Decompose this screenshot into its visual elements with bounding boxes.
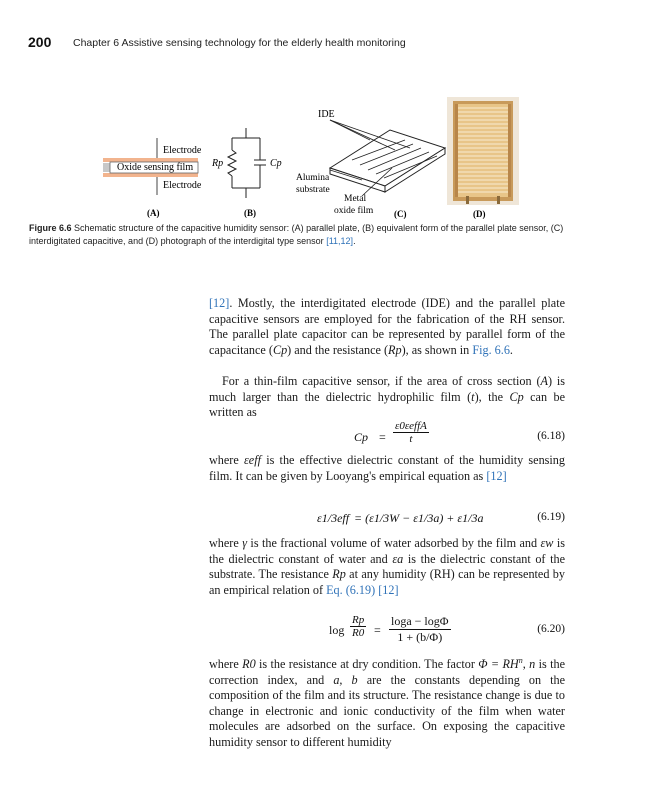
label-rp: Rp: [212, 158, 224, 169]
label-alumina: Alumina: [296, 173, 330, 183]
ref-link[interactable]: [12]: [209, 296, 230, 310]
panel-d-label: (D): [473, 209, 486, 219]
bottom-electrode-plate: [103, 173, 198, 177]
paragraph-3: where εeff is the effective dielectric constant of the humidity sensing film. It can be given by Looyang's empirical equation as [12]: [209, 453, 565, 483]
equation-number: (6.19): [537, 511, 565, 523]
equation-6-20: log $\frac{Rp}{R0}$ = $\frac{\log a - \log\Phi}{1 + (b/\Phi)}$ (6.20): [329, 614, 565, 644]
label-electrode-top: Electrode: [163, 145, 202, 156]
panel-c-interdigitated: [330, 120, 445, 196]
label-oxide-film: Oxide sensing film: [117, 162, 194, 173]
ref-link[interactable]: [12]: [378, 582, 399, 597]
label-cp: Cp: [270, 158, 282, 169]
caption-label: Figure 6.6: [29, 223, 72, 233]
caption-text: Schematic structure of the capacitive humidity sensor: (A) parallel plate, (B) equivalent form of the parallel plate sensor, (C) interdigitated capacitive, and (D) photograph of the interdigital type sensor: [29, 223, 564, 246]
label-ide: IDE: [318, 109, 335, 120]
equation-6-18: Cp = ε0εeffA t (6.18): [354, 420, 565, 445]
equation-number: (6.18): [537, 430, 565, 442]
panel-a-label: (A): [147, 208, 160, 218]
caption-ref-link[interactable]: [11,12]: [326, 236, 354, 246]
figure-link[interactable]: Fig. 6.6: [472, 342, 510, 357]
equation-number: (6.20): [537, 623, 565, 635]
panel-a-parallel-plate: [103, 138, 202, 218]
ref-link[interactable]: [12]: [486, 468, 507, 483]
panel-b-equivalent-circuit: [228, 128, 266, 198]
label-metal: Metal: [344, 194, 367, 204]
label-substrate: substrate: [296, 185, 330, 195]
paragraph-5: where R0 is the resistance at dry condition. The factor $\Phi = RH^n$, n is the correction index, and a, b are the constants depending on the composition of the film and its structure. The resistance change is due to change in electronic and ionic conductivity of the film when water molecules are adsorbed on the surface. On exposing the capacitive humidity sensor to different humidity: [209, 656, 566, 750]
paragraph-2: For a thin-film capacitive sensor, if the area of cross section (A) is much larger than the dielectric hydrophilic film (t), the Cp can be written as: [209, 374, 565, 420]
running-head: Chapter 6 Assistive sensing technology for the elderly health monitoring: [73, 37, 406, 49]
panel-b-label: (B): [244, 208, 256, 218]
equation-link[interactable]: Eq. (6.19): [326, 582, 376, 597]
paragraph-4: where γ is the fractional volume of water adsorbed by the film and εw is the dielectric constant of water and εa is the dielectric constant of the substrate. The resistance Rp at any humidity (RH) can be represented by an empirical relation of Eq. (6.19) [12]: [209, 536, 566, 597]
equation-6-19: ε1/3eff = (ε1/3W − ε1/3a) + ε1/3a (6.19): [317, 511, 565, 525]
label-oxide-film-c: oxide film: [334, 206, 374, 216]
page-number: 200: [28, 34, 52, 50]
figure-caption: Figure 6.6 Schematic structure of the capacitive humidity sensor: (A) parallel plate, (B) equivalent form of the parallel plate sensor, (C) interdigitated capacitive, and (D) photograph of the interdigital type sensor [11,12].: [29, 223, 564, 246]
label-electrode-bottom: Electrode: [163, 180, 202, 191]
panel-c-label: (C): [394, 209, 407, 219]
paragraph-1: [12]. Mostly, the interdigitated electrode (IDE) and the parallel plate capacitive sensors are employed for the fabrication of the RH sensor. The parallel plate capacitor can be represented by parallel form of the capacitance (Cp) and the resistance (Rp), as shown in Fig. 6.6.: [209, 296, 565, 357]
figure-6-6: [0, 0, 648, 222]
panel-d-photo: [447, 97, 519, 205]
